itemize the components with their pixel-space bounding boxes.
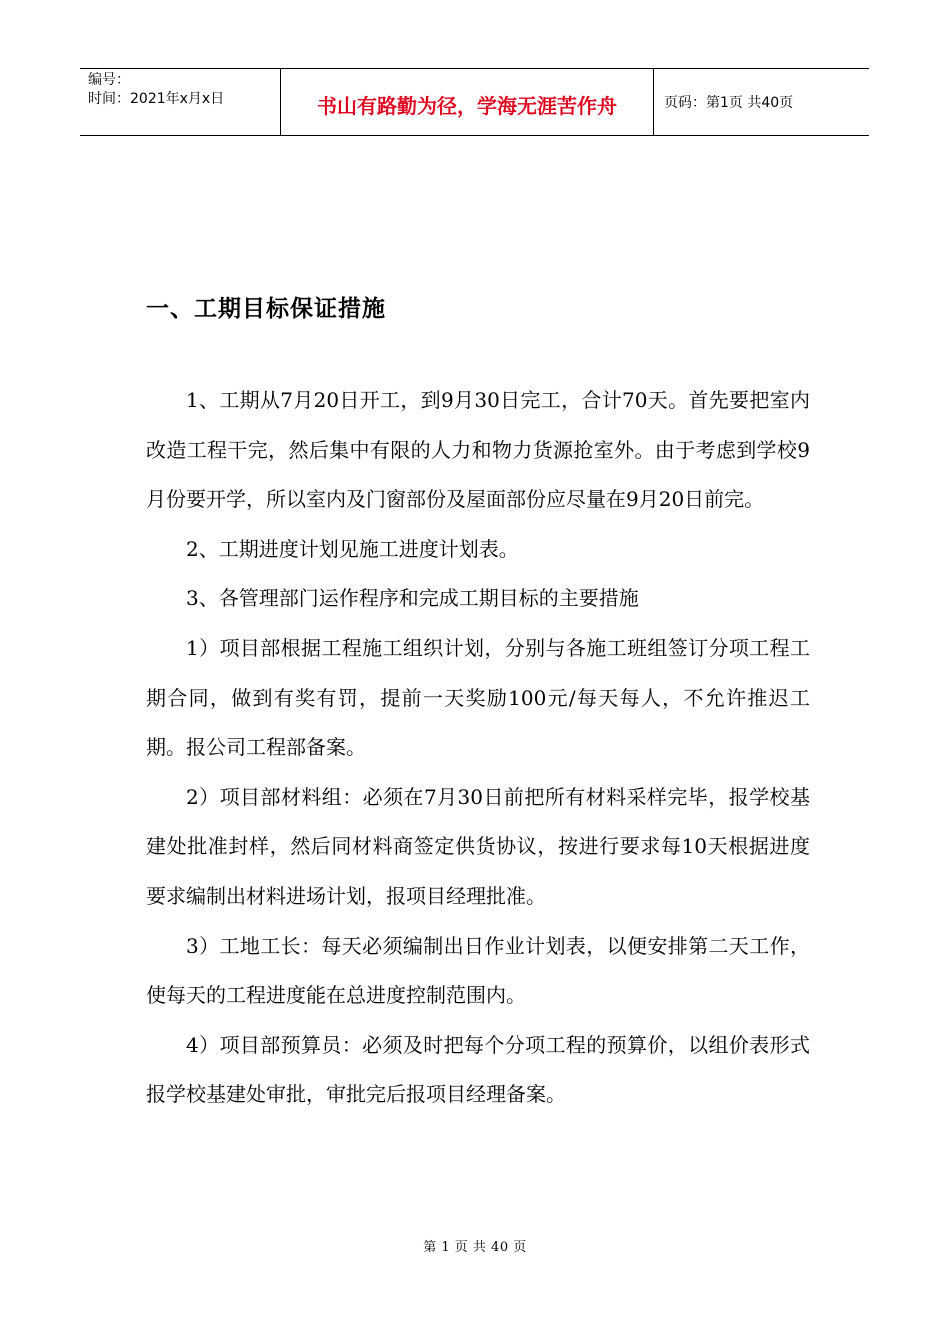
document-body <box>146 376 810 1120</box>
page-footer: 第 1 页 共 40 页 <box>423 1240 527 1255</box>
paragraph: 1、工期从7月20日开工，到9月30日完工，合计70天。首先要把室内改造工程干完，然后集中有限的人力和物力货源抢室外。由于考虑到学校9月份要开学，所以室内及门窗部份及屋面部份应尽量在9月20日前完。 <box>146 388 810 512</box>
document-date-label: 时间：2021年x月x日 <box>88 91 225 107</box>
paragraph: 4）项目部预算员：必须及时把每个分项工程的预算价，以组价表形式报学校基建处审批，审批完后报项目经理备案。 <box>146 1032 810 1107</box>
document-number-label: 编号： <box>88 72 130 88</box>
paragraph: 2）项目部材料组：必须在7月30日前把所有材料采样完毕，报学校基建处批准封样，然后同材料商签定供货协议，按进行要求每10天根据进度要求编制出材料进场计划，报项目经理批准。 <box>146 784 810 908</box>
paragraph: 3）工地工长：每天必须编制出日作业计划表，以便安排第二天工作，使每天的工程进度能在总进度控制范围内。 <box>146 933 810 1008</box>
header-meta-cell <box>80 69 281 135</box>
section-title: 一、工期目标保证措施 <box>146 296 386 322</box>
header-motto: 书山有路勤为径，学海无涯苦作舟 <box>281 69 654 135</box>
document-header <box>80 68 869 136</box>
paragraph: 3、各管理部门运作程序和完成工期目标的主要措施 <box>186 586 639 611</box>
header-page-info: 页码：第1页 共40页 <box>664 95 794 111</box>
paragraph: 2、工期进度计划见施工进度计划表。 <box>186 536 519 561</box>
paragraph: 1）项目部根据工程施工组织计划，分别与各施工班组签订分项工程工期合同，做到有奖有罚，提前一天奖励100元/每天每人，不允许推迟工期。报公司工程部备案。 <box>146 635 810 760</box>
